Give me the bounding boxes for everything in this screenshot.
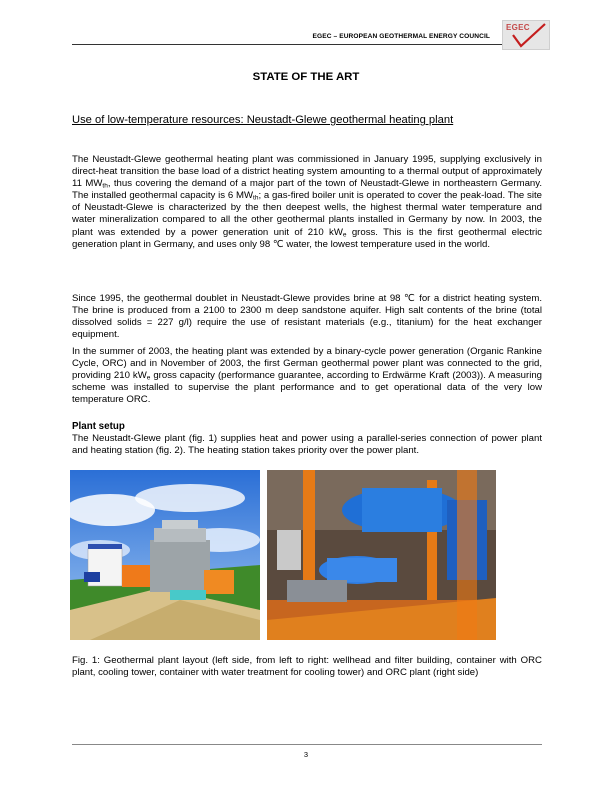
egec-logo [502,20,550,50]
page-number: 3 [303,750,309,759]
header-title: EGEC – EUROPEAN GEOTHERMAL ENERGY COUNCIL [312,33,490,40]
paragraph-1: The Neustadt-Glewe geothermal heating plant was commissioned in January 1995, supplying exclusively in direct-heat transition the base load of a district heating system amounting to a thermal output of approximately 11 $MW_{th}$, thus covering the demand of a major part of the town of Neustadt-Glewe in northeastern Germany. The installed geothermal capacity is 6 $MW_{th}$; a gas-fired boiler unit is operated to cover the peak-load. The site of Neustadt-Glewe is characterized by the then deepest wells, the highest thermal water temperature and water mineralization compared to all the other geothermal plants installed in Germany by now. In 2003, the plant was extended by a power generation unit of 210 $kW_e$ gross. This is the first geothermal electric generation plant in Germany, and uses only 98 ℃ water, the lowest temperature used in the world. [72,154,542,250]
header-divider [72,44,548,45]
paragraph-3: In the summer of 2003, the heating plant was extended by a binary-cycle power generation (Organic Rankine Cycle, ORC) and in November of 2003, the first German geothermal power plant was connected to the grid, providing 210 $kW_e$ gross capacity (performance guarantee, according to Erdwärme Kraft (2003)). A measuring scheme was installed to supervise the plant performance and to get operational data of the very low temperature ORC. [72,346,542,406]
orc-plant-image [267,470,496,640]
section-subtitle: Use of low-temperature resources: Neustadt-Glewe geothermal heating plant [72,114,454,126]
figure-caption: Fig. 1: Geothermal plant layout (left side, from left to right: wellhead and filter building, container with ORC plant, cooling tower, container with water treatment for cooling tower) and ORC plant (right side) [72,655,542,679]
plant-setup-heading: Plant setup [72,421,125,432]
logo-text: EGEC [506,23,530,32]
paragraph-2: Since 1995, the geothermal doublet in Neustadt-Glewe provides brine at 98 ℃ for a district heating system. The brine is produced from a 2100 to 2300 m deep sandstone aquifer. High salt contents of the brine (total dissolved solids = 227 g/l) require the use of resistant materials (e.g., titanium) for the heat exchanger equipment. [72,293,542,341]
paragraph-4: The Neustadt-Glewe plant (fig. 1) supplies heat and power using a parallel-series connection of power plant and heating station (fig. 2). The heating station takes priority over the power plant. [72,433,542,457]
page-title: STATE OF THE ART [252,71,360,83]
plant-layout-image [70,470,260,640]
footer-divider [72,744,542,745]
